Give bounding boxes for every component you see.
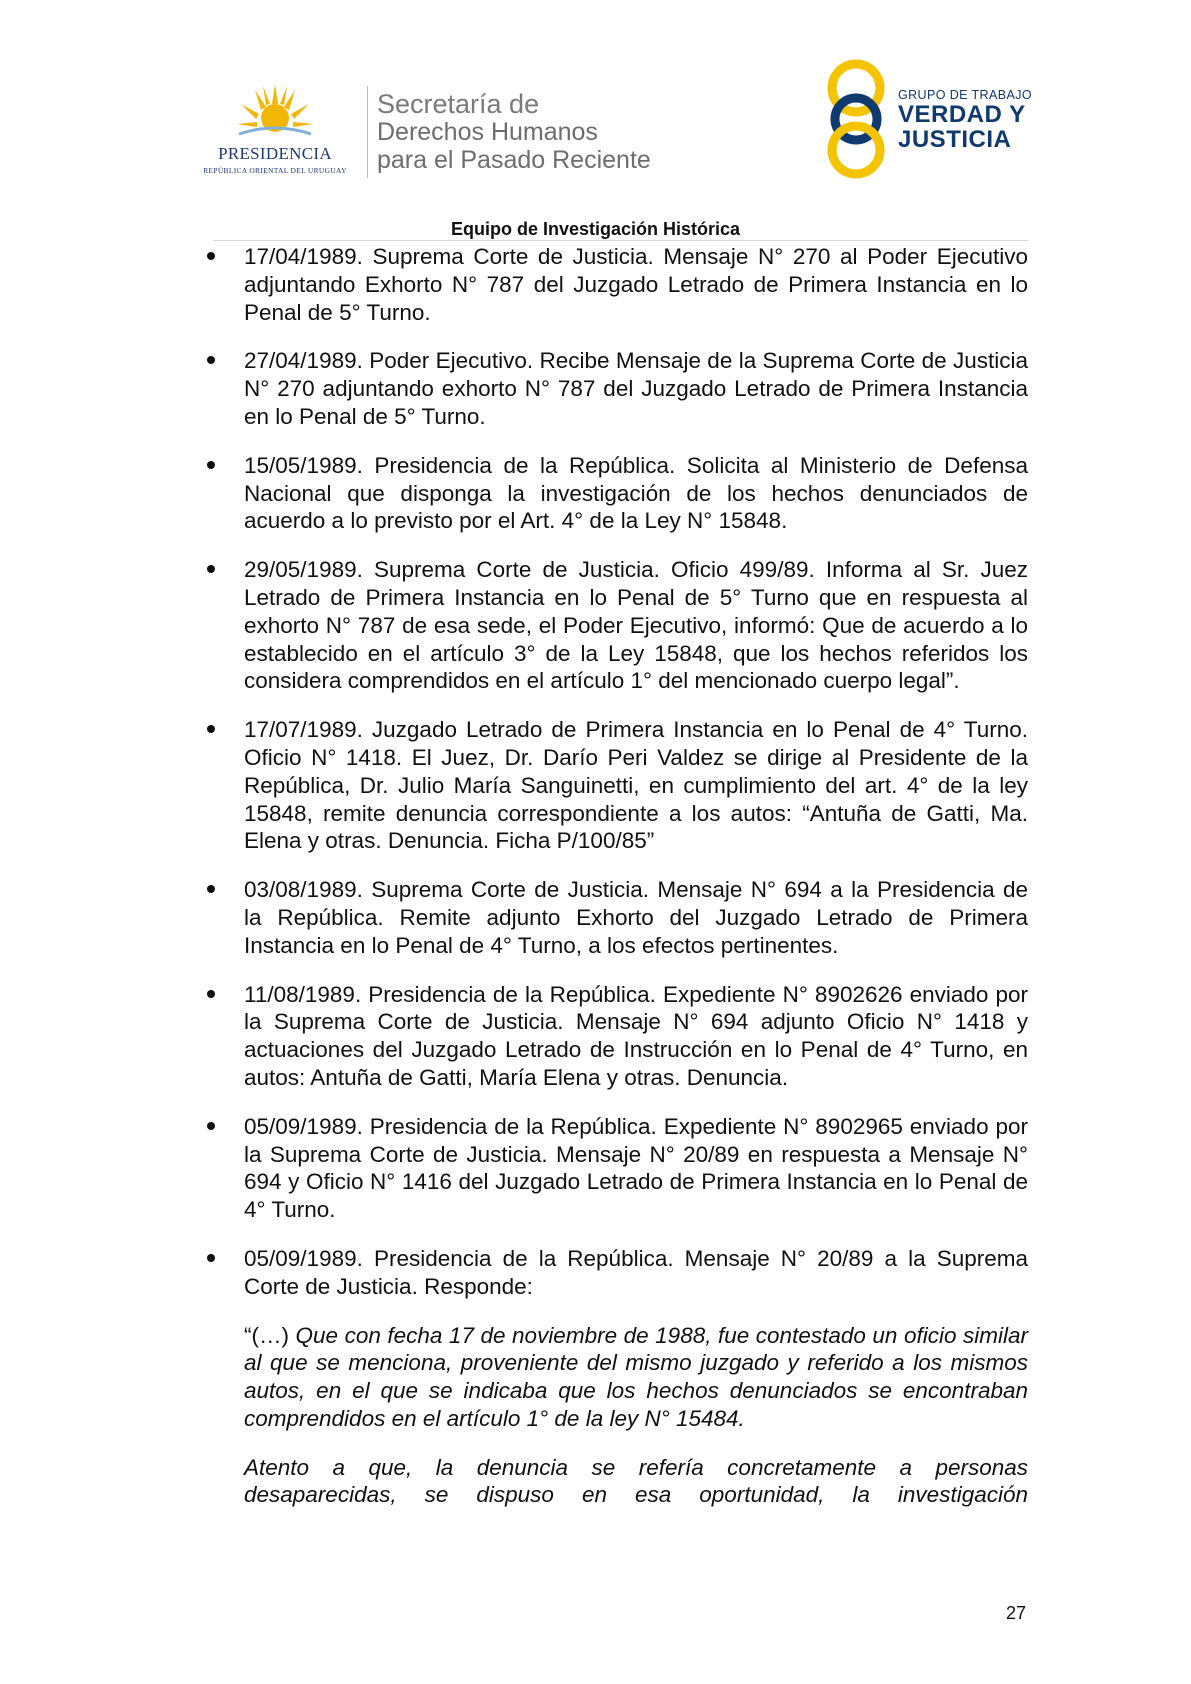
quote-text: Que con fecha 17 de noviembre de 1988, fue contestado un oficio similar al que se menciona, proveniente del mismo juzgado y referido a los mismos autos, en el que se indicaba que los hechos denunciados se encontraban comprendidos en el artículo 1° de la ley N° 15484. [244,1322,1028,1431]
bullet-icon [207,252,215,260]
secretaria-title [377,90,651,174]
presidencia-name: PRESIDENCIA [218,144,332,163]
header-divider [367,86,368,178]
list-item-text: 05/09/1989. Presidencia de la República. Mensaje N° 20/89 a la Suprema Corte de Justicia. Responde: [244,1245,1028,1299]
secretaria-line-3: para el Pasado Reciente [377,146,651,174]
list-item-text: 17/07/1989. Juzgado Letrado de Primera Instancia en lo Penal de 4° Turno. Oficio N° 1418. El Juez, Dr. Darío Peri Valdez se dirige al Presidente de la República, Dr. Julio María Sanguinetti, en cumplimiento del art. 4° de la ley 15848, remite denuncia correspondiente a los autos: “Antuña de Gatti, Ma. Elena y otras. Denuncia. Ficha P/100/85” [244,717,1028,854]
bullet-icon [207,725,215,733]
presidencia-subtitle: REPÚBLICA ORIENTAL DEL URUGUAY [203,166,347,175]
list-item-text: 29/05/1989. Suprema Corte de Justicia. Oficio 499/89. Informa al Sr. Juez Letrado de Primera Instancia en lo Penal de 5° Turno que en respuesta al exhorto N° 787 de esa sede, el Poder Ejecutivo, informó: Que de acuerdo a lo establecido en el artículo 3° de la Ley 15848, que los hechos referidos los considera comprendidos en el artículo 1° del mencionado cuerpo legal”. [244,557,1028,694]
bullet-icon [207,990,215,998]
bullet-icon [207,565,215,573]
page-number: 27 [1006,1603,1027,1623]
document-body [204,243,1028,1509]
list-item [204,876,1028,959]
list-item [204,347,1028,430]
list-item-text: 11/08/1989. Presidencia de la República. Expediente N° 8902626 enviado por la Suprema Corte de Justicia. Mensaje N° 694 adjunto Oficio N° 1418 y actuaciones del Juzgado Letrado de Instrucción en lo Penal de 4° Turno, en autos: Antuña de Gatti, María Elena y otras. Denuncia. [244,981,1028,1090]
team-title: Equipo de Investigación Histórica [450,219,741,239]
grupo-trabajo-text [898,88,1032,152]
quote-lead: “(…) [244,1322,296,1348]
bullet-icon [207,1254,215,1262]
sun-icon [235,82,315,144]
grupo-line-2: VERDAD Y [898,101,1026,128]
secretaria-line-2: Derechos Humanos [377,118,598,146]
bullet-icon [207,356,215,364]
quoted-response [204,1322,1028,1433]
list-item-text: 03/08/1989. Suprema Corte de Justicia. Mensaje N° 694 a la Presidencia de la República. Remite adjunto Exhorto del Juzgado Letrado de Primera Instancia en lo Penal de 4° Turno, a los efectos pertinentes. [244,877,1028,958]
list-item [204,981,1028,1092]
list-item [204,452,1028,535]
bullet-icon [207,1122,215,1130]
list-item [204,1113,1028,1224]
list-item [204,716,1028,855]
secretaria-line-1: Secretaría de [377,89,540,119]
bullet-icon [207,461,215,469]
list-item-text: 05/09/1989. Presidencia de la República. Expediente N° 8902965 enviado por la Suprema Corte de Justicia. Mensaje N° 20/89 en respuesta a Mensaje N° 694 y Oficio N° 1416 del Juzgado Letrado de Primera Instancia en lo Penal de 4° Turno. [244,1113,1028,1223]
continuation-text: Atento a que, la denuncia se refería concretamente a personas desaparecidas, se dispuso en esa oportunidad, la investigación [244,1454,1028,1508]
list-item-text: 15/05/1989. Presidencia de la República. Solicita al Ministerio de Defensa Nacional que disponga la investigación de los hechos denunciados de acuerdo a lo previsto por el Art. 4° de la Ley N° 15848. [244,452,1028,534]
list-item [204,1245,1028,1301]
header-rule [213,240,1028,241]
grupo-line-3: JUSTICIA [898,126,1012,153]
grupo-line-1: GRUPO DE TRABAJO [898,88,1032,102]
presidencia-logo [195,82,355,177]
page-header [0,0,1191,240]
list-item-text: 27/04/1989. Poder Ejecutivo. Recibe Mensaje de la Suprema Corte de Justicia N° 270 adjuntando exhorto N° 787 del Juzgado Letrado de Primera Instancia en lo Penal de 5° Turno. [244,348,1028,429]
list-item-text: 17/04/1989. Suprema Corte de Justicia. Mensaje N° 270 al Poder Ejecutivo adjuntando Exhorto N° 787 del Juzgado Letrado de Primera Instancia en lo Penal de 5° Turno. [244,244,1028,325]
bullet-icon [207,885,215,893]
list-item [204,243,1028,326]
list-item [204,556,1028,695]
